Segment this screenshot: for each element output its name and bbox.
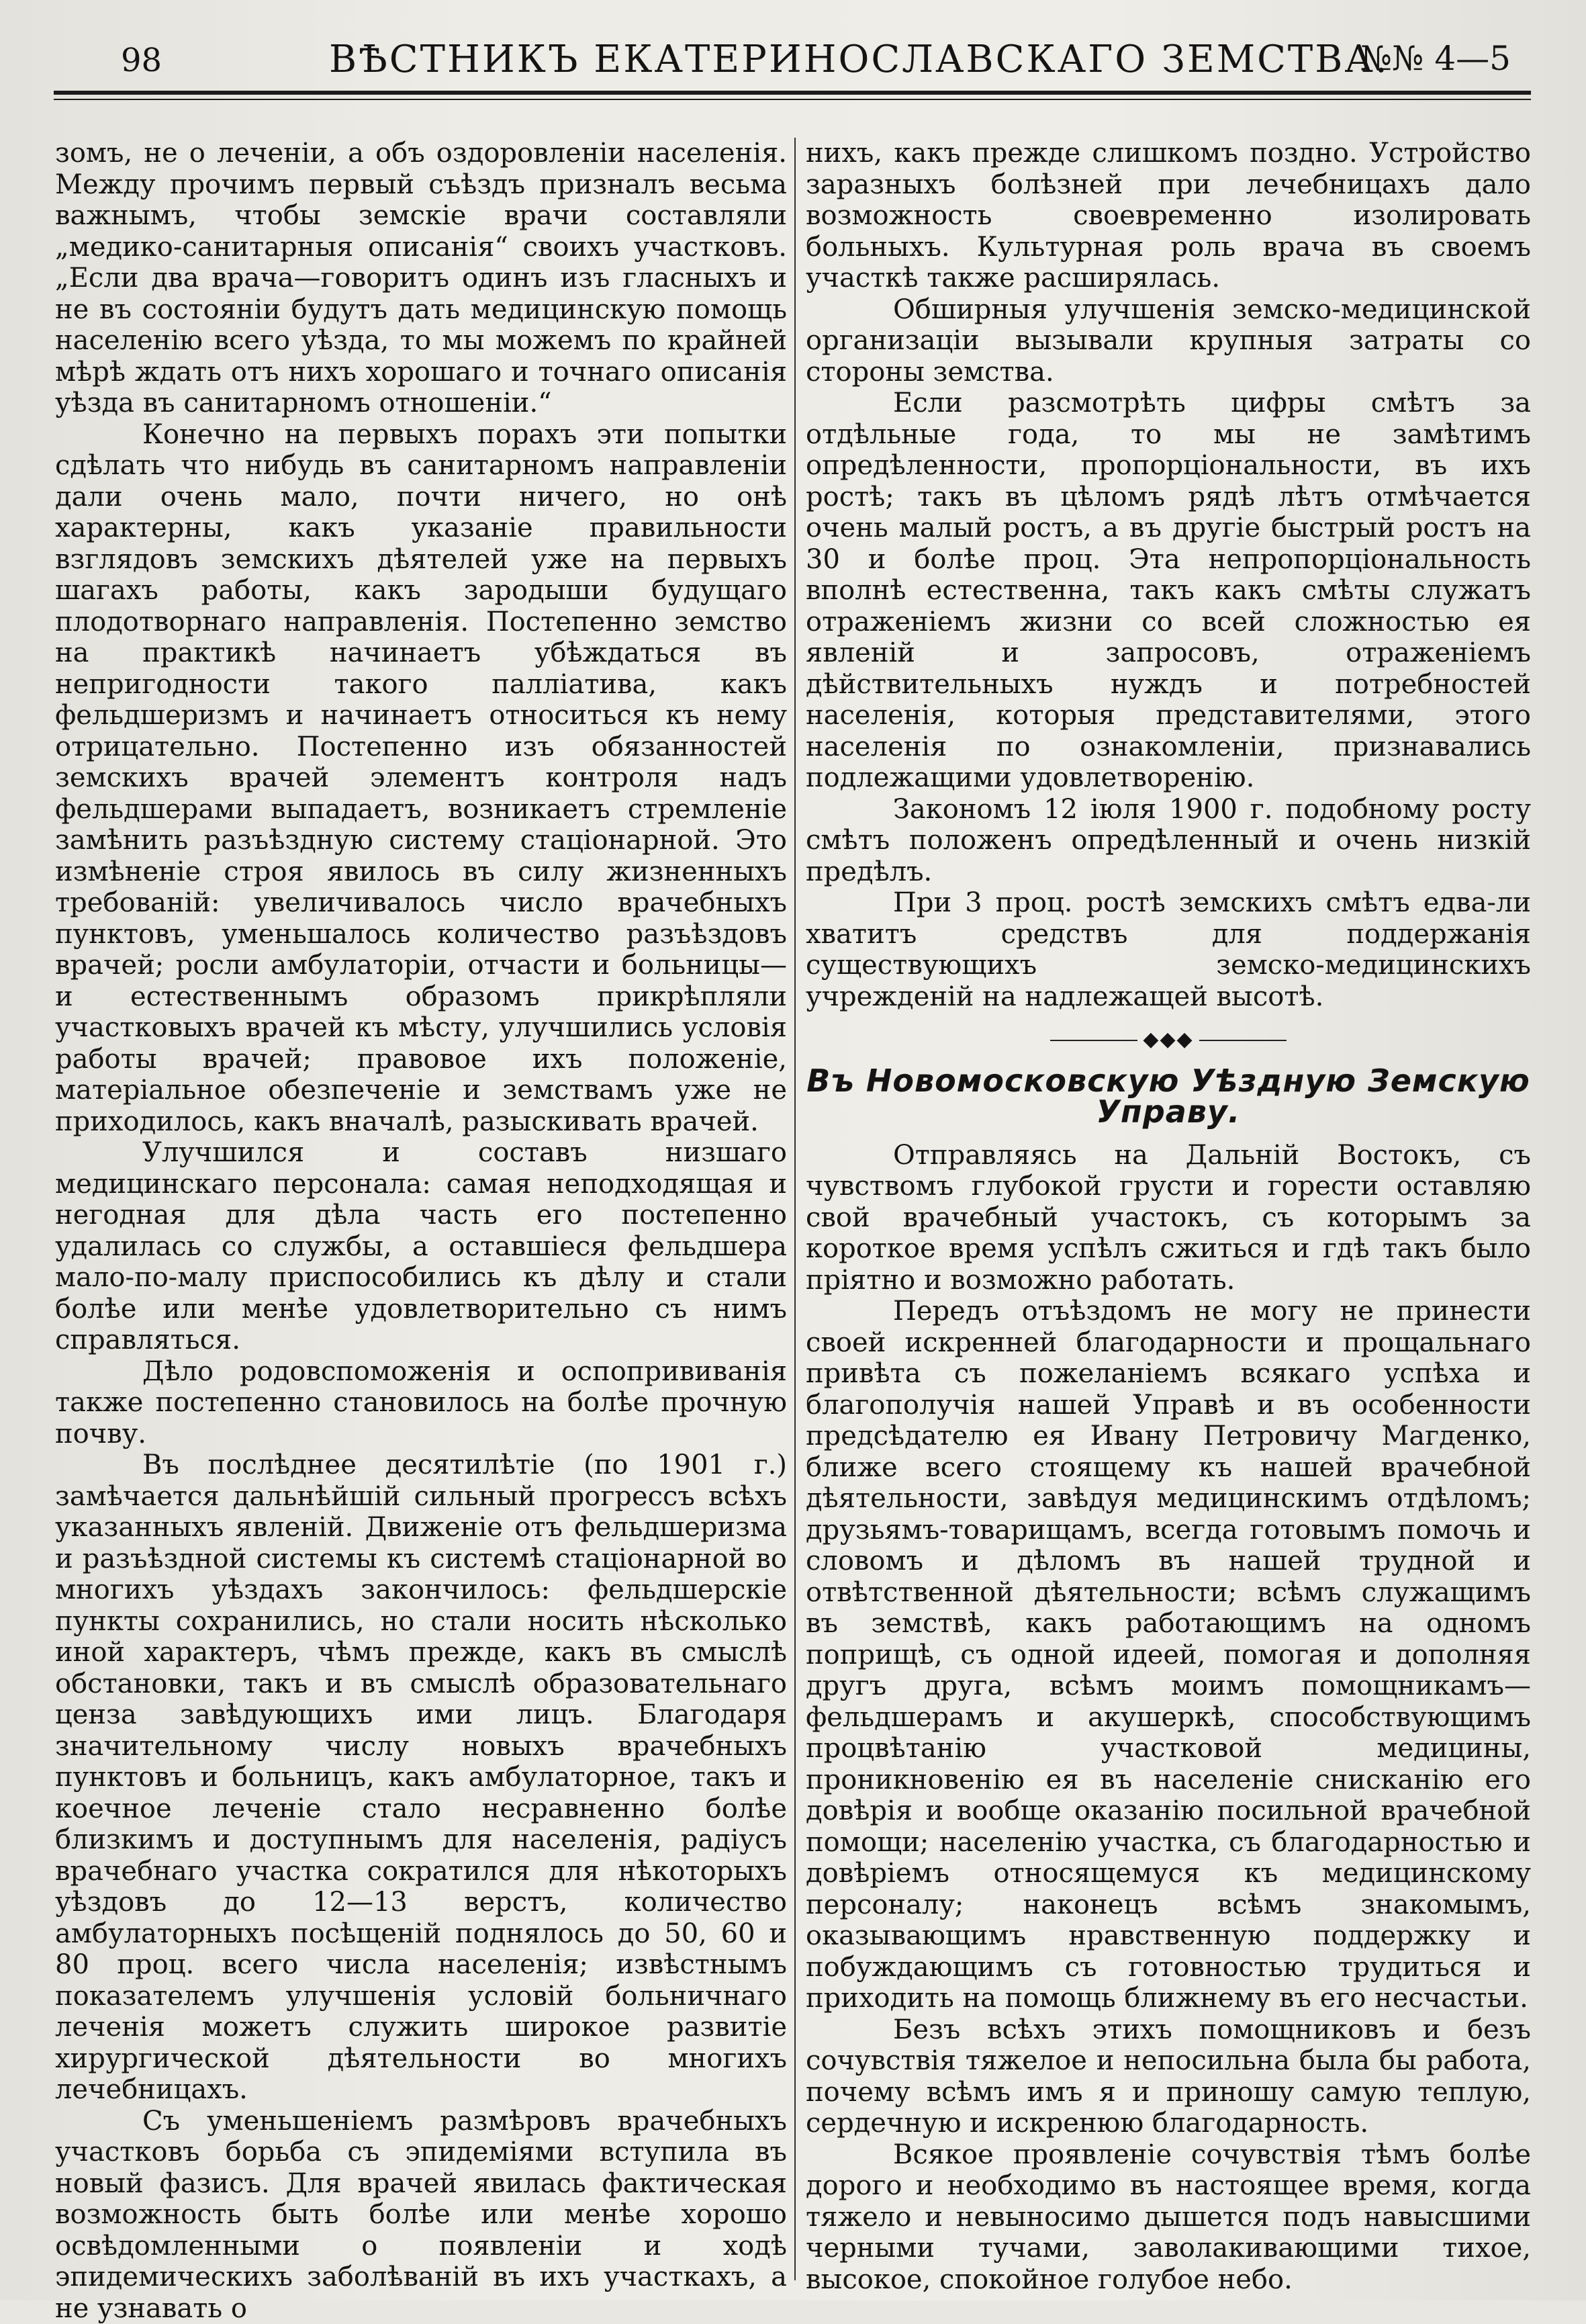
paragraph: Обширныя улучшенія земско-медицинской организаціи вызывали крупныя затраты со стороны земства. xyxy=(806,294,1531,388)
paragraph: Въ послѣднее десятилѣтіе (по 1901 г.) замѣчается дальнѣйшій сильный прогрессъ всѣхъ указанныхъ явленій. Движеніе отъ фельдшеризма и разъѣздной системы къ системѣ стаціонарной во многихъ уѣздахъ закончилось: фельдшерскіе пункты сохранились, но стали носить нѣсколько иной характеръ, чѣмъ прежде, какъ въ смыслѣ обстановки, такъ и въ смыслѣ образовательнаго ценза завѣдующихъ ими лицъ. Благодаря значительному числу новыхъ врачебныхъ пунктовъ и больницъ, какъ амбулаторное, такъ и коечное леченіе стало несравненно болѣе близкимъ и доступнымъ для населенія, радіусъ врачебнаго участка сократился для нѣкоторыхъ уѣздовъ до 12—13 верстъ, количество амбулаторныхъ посѣщеній поднялось до 50, 60 и 80 проц. всего числа населенія; извѣстнымъ показателемъ улучшенія условій больничнаго леченія можетъ служить широкое развитіе хирургической дѣятельности во многихъ лечебницахъ. xyxy=(55,1449,787,2106)
paragraph: Всякое проявленіе сочувствія тѣмъ болѣе дорого и необходимо въ настоящее время, когда тяжело и невыносимо дышется подъ навысшими черными тучами, заволакивающими тихое, высокое, спокойное голубое небо. xyxy=(806,2139,1531,2296)
paragraph: Передъ отъѣздомъ не могу не принести своей искренней благодарности и прощальнаго привѣта съ пожеланіемъ всякаго успѣха и благополучія нашей Управѣ и въ особенности предсѣдателю ея Ивану Петровичу Магденко, ближе всего стоящему къ нашей врачебной дѣятельности, завѣдуя медицинскимъ отдѣломъ; друзьямъ-товарищамъ, всегда готовымъ помочь и словомъ и дѣломъ въ нашей трудной и отвѣтственной дѣятельности; всѣмъ служащимъ въ земствѣ, какъ работающимъ на одномъ поприщѣ, съ одной идеей, помогая и дополняя другъ друга, всѣмъ моимъ помощникамъ—фельдшерамъ и акушеркѣ, способствующимъ процвѣтанію участковой медицины, проникновенію ея въ населеніе снисканію его довѣрія и вообще оказанію посильной врачебной помощи; населенію участка, съ благодарностью и довѣріемъ относящемуся къ медицинскому персоналу; наконецъ всѣмъ знакомымъ, оказывающимъ нравственную поддержку и побуждающимъ съ готовностью трудиться и приходить на помощь ближнему въ его несчастьи. xyxy=(806,1296,1531,2014)
page-header xyxy=(101,20,1531,81)
header-rule-thin xyxy=(54,99,1531,100)
paragraph: Если разсмотрѣть цифры смѣтъ за отдѣльные года, то мы не замѣтимъ опредѣленности, пропорціональности, въ ихъ ростѣ; такъ въ цѣломъ рядѣ лѣтъ отмѣчается очень малый ростъ, а въ другіе быстрый ростъ на 30 и болѣе проц. Эта непропорціональность вполнѣ естественна, такъ какъ смѣты служатъ отраженіемъ жизни со всей сложностью ея явленій и запросовъ, отраженіемъ дѣйствительныхъ нуждъ и потребностей населенія, которыя представителями, этого населенія по ознакомленіи, признавались подлежащими удовлетворенію. xyxy=(806,388,1531,794)
ornament-line-left xyxy=(1050,1040,1137,1041)
column-divider xyxy=(794,138,796,2280)
section-ornament xyxy=(806,1024,1531,1056)
paragraph: Конечно на первыхъ порахъ эти попытки сдѣлать что нибудь въ санитарномъ направленіи дали очень мало, почти ничего, но онѣ характерны, какъ указаніе правильности взглядовъ земскихъ дѣятелей уже на первыхъ шагахъ работы, какъ зародыши будущаго плодотворнаго направленія. Постепенно земство на практикѣ начинаетъ убѣждаться въ непригодности такого палліатива, какъ фельдшеризмъ и начинаетъ относиться къ нему отрицательно. Постепенно изъ обязанностей земскихъ врачей элементъ контроля надъ фельдшерами выпадаетъ, возникаетъ стремленіе замѣнить разъѣздную систему стаціонарной. Это измѣненіе строя явилось въ силу жизненныхъ требованій: увеличивалось число врачебныхъ пунктовъ, уменьшалось количество разъѣздовъ врачей; росли амбулаторіи, отчасти и больницы—и естественнымъ образомъ прикрѣпляли участковыхъ врачей къ мѣсту, улучшились условія работы врачей; правовое ихъ положеніе, матеріальное обезпеченіе и земствамъ уже не приходилось, какъ вначалѣ, разыскивать врачей. xyxy=(55,419,787,1138)
header-rule-thick xyxy=(54,91,1531,95)
letter-heading: Въ Новомосковскую Уѣздную Земскую Управу. xyxy=(806,1065,1531,1128)
paragraph: Закономъ 12 іюля 1900 г. подобному росту смѣтъ положенъ опредѣленный и очень низкій предѣлъ. xyxy=(806,794,1531,888)
ornament-diamonds: ◆◆◆ xyxy=(1143,1028,1193,1051)
paragraph: зомъ, не о леченіи, а объ оздоровленіи населенія. Между прочимъ первый съѣздъ призналъ весьма важнымъ, чтобы земскіе врачи составляли „медико-санитарныя описанія“ своихъ участковъ. „Если два врача—говоритъ одинъ изъ гласныхъ и не въ состояніи будутъ дать медицинскую помощь населенію всего уѣзда, то мы можемъ по крайней мѣрѣ ждать отъ нихъ хорошаго и точнаго описанія уѣзда въ санитарномъ отношеніи.“ xyxy=(55,138,787,419)
journal-title: ВѢСТНИКЪ ЕКАТЕРИНОСЛАВСКАГО ЗЕМСТВА. xyxy=(329,38,1389,81)
issue-number: №№ 4—5 xyxy=(1360,39,1511,78)
right-column xyxy=(806,138,1531,2295)
page-number: 98 xyxy=(121,42,162,79)
paragraph: Отправляясь на Дальній Востокъ, съ чувствомъ глубокой грусти и горести оставляю свой врачебный участокъ, съ которымъ за короткое время успѣлъ сжиться и гдѣ такъ было пріятно и возможно работать. xyxy=(806,1140,1531,1296)
left-column xyxy=(55,138,787,2324)
paragraph: Дѣло родовспоможенія и оспопрививанія также постепенно становилось на болѣе прочную почву. xyxy=(55,1356,787,1450)
paragraph: нихъ, какъ прежде слишкомъ поздно. Устройство заразныхъ болѣзней при лечебницахъ дало возможность своевременно изолировать больныхъ. Культурная роль врача въ своемъ участкѣ также расширялась. xyxy=(806,138,1531,294)
paragraph: Безъ всѣхъ этихъ помощниковъ и безъ сочувствія тяжелое и непосильна была бы работа, почему всѣмъ имъ я и приношу самую теплую, сердечную и искренюю благодарность. xyxy=(806,2014,1531,2139)
ornament-line-right xyxy=(1199,1040,1287,1041)
paragraph: Улучшился и составъ низшаго медицинскаго персонала: самая неподходящая и негодная для дѣла часть его постепенно удалилась со службы, а оставшіеся фельдшера мало-по-малу приспособились къ дѣлу и стали болѣе или менѣе удовлетворительно съ нимъ справляться. xyxy=(55,1137,787,1356)
paragraph: Съ уменьшеніемъ размѣровъ врачебныхъ участковъ борьба съ эпидеміями вступила въ новый фазисъ. Для врачей явилась фактическая возможность быть болѣе или менѣе хорошо освѣдомленными о появленіи и ходѣ эпидемическихъ заболѣваній въ ихъ участкахъ, а не узнавать о xyxy=(55,2106,787,2324)
paragraph: При 3 проц. ростѣ земскихъ смѣтъ едва-ли хватитъ средствъ для поддержанія существующихъ земско-медицинскихъ учрежденій на надлежащей высотѣ. xyxy=(806,887,1531,1012)
